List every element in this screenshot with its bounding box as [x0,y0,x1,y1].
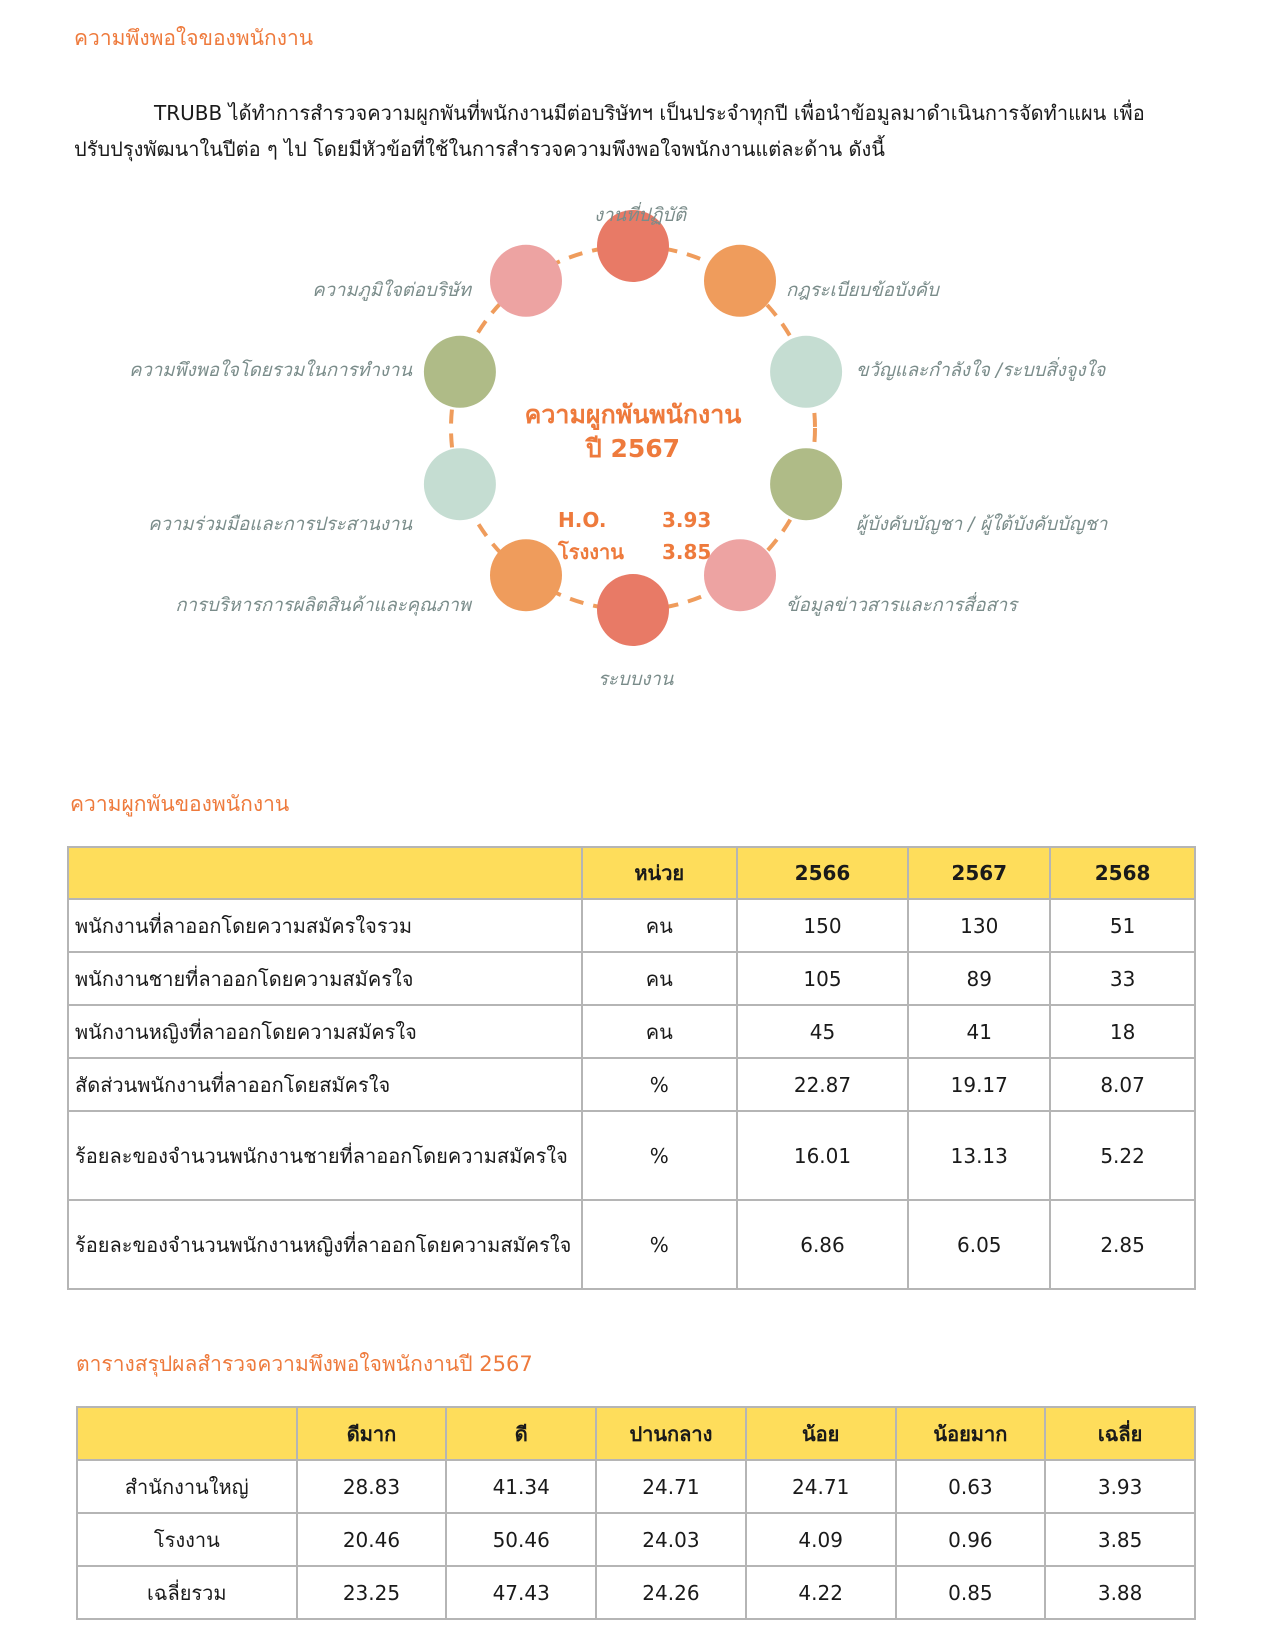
topic-circle [490,539,562,611]
topic-label-pride: ความภูมิใจต่อบริษัท [312,280,471,301]
cell-2566: 22.87 [737,1058,909,1111]
table-row [68,1200,1195,1289]
row-label: เฉลี่ยรวม [77,1566,297,1619]
cell-good: 41.34 [446,1460,596,1513]
topic-label-cooperation: ความร่วมมือและการประสานงาน [148,514,412,535]
topic-circle [424,336,496,408]
cell-very-good: 28.83 [297,1460,447,1513]
center-title [525,398,742,466]
table-row [68,952,1195,1005]
cell-2567: 41 [908,1005,1050,1058]
topic-circle [597,574,669,646]
cell-2568: 8.07 [1050,1058,1195,1111]
row-label: สัดส่วนพนักงานที่ลาออกโดยสมัครใจ [68,1058,582,1111]
cell-low: 4.09 [746,1513,896,1566]
cell-2566: 45 [737,1005,909,1058]
topic-circle [770,448,842,520]
row-label: พนักงานชายที่ลาออกโดยความสมัครใจ [68,952,582,1005]
cell-unit: คน [582,899,737,952]
topic-label-rules: กฎระเบียบข้อบังคับ [786,280,939,301]
turnover-table [67,846,1196,1290]
intro-text: TRUBB ได้ทำการสำรวจความผูกพันที่พนักงานมีต่อบริษัทฯ เป็นประจำทุกปี เพื่อนำข้อมูลมาดำเนินการจัดทำแผน เพื่อปรับปรุงพัฒนาในปีต่อ ๆ ไป โดยมีหัวข้อที่ใช้ในการสำรวจความพึงพอใจพนักงานแต่ละด้าน ดังนี้ [74,101,1145,161]
cell-low: 24.71 [746,1460,896,1513]
topic-label-work: งานที่ปฏิบัติ [594,205,687,226]
header-unit: หน่วย [582,847,737,899]
row-label: ร้อยละของจำนวนพนักงานชายที่ลาออกโดยความสมัครใจ [68,1111,582,1200]
topic-label-communication: ข้อมูลข่าวสารและการสื่อสาร [786,595,1018,616]
cell-2567: 13.13 [908,1111,1050,1200]
cell-2568: 33 [1050,952,1195,1005]
cell-2566: 150 [737,899,909,952]
header-blank [77,1407,297,1460]
turnover-header-row [68,847,1195,899]
center-title-line2: ปี 2567 [585,434,681,463]
cell-average: 3.88 [1045,1566,1195,1619]
score-values [662,504,711,568]
cell-moderate: 24.71 [596,1460,746,1513]
table-row [77,1460,1195,1513]
row-label: พนักงานหญิงที่ลาออกโดยความสมัครใจ [68,1005,582,1058]
survey-summary-table [76,1406,1196,1620]
topic-circle [490,245,562,317]
section-title-engagement: ความผูกพันของพนักงาน [70,792,290,816]
topic-label-supervisor: ผู้บังคับบัญชา / ผู้ใต้บังคับบัญชา [856,514,1108,535]
cell-2567: 19.17 [908,1058,1050,1111]
row-label: ร้อยละของจำนวนพนักงานหญิงที่ลาออกโดยความสมัครใจ [68,1200,582,1289]
table-row [68,1005,1195,1058]
cell-unit: % [582,1111,737,1200]
cell-low: 4.22 [746,1566,896,1619]
header-2566: 2566 [737,847,909,899]
topic-label-overall: ความพึงพอใจโดยรวมในการทำงาน [129,360,412,381]
cell-very-low: 0.96 [896,1513,1046,1566]
cell-2568: 5.22 [1050,1111,1195,1200]
header-2567: 2567 [908,847,1050,899]
score-labels [558,504,624,568]
score-ho-value: 3.93 [662,508,712,532]
cell-2567: 89 [908,952,1050,1005]
topic-label-system: ระบบงาน [598,669,674,690]
header-moderate: ปานกลาง [596,1407,746,1460]
cell-average: 3.93 [1045,1460,1195,1513]
cell-good: 50.46 [446,1513,596,1566]
header-very-good: ดีมาก [297,1407,447,1460]
topic-circle [424,448,496,520]
cell-very-good: 23.25 [297,1566,447,1619]
header-blank [68,847,582,899]
cell-moderate: 24.03 [596,1513,746,1566]
header-2568: 2568 [1050,847,1195,899]
topic-label-morale: ขวัญและกำลังใจ /ระบบสิ่งจูงใจ [856,360,1106,381]
header-very-low: น้อยมาก [896,1407,1046,1460]
header-good: ดี [446,1407,596,1460]
table-row [77,1513,1195,1566]
cell-very-low: 0.85 [896,1566,1046,1619]
cell-good: 47.43 [446,1566,596,1619]
engagement-topics-diagram [0,200,1264,730]
section-title-satisfaction: ความพึงพอใจของพนักงาน [74,26,314,50]
cell-2568: 51 [1050,899,1195,952]
cell-unit: % [582,1200,737,1289]
row-label: สำนักงานใหญ่ [77,1460,297,1513]
row-label: โรงงาน [77,1513,297,1566]
cell-2568: 18 [1050,1005,1195,1058]
topic-circle [704,245,776,317]
cell-very-good: 20.46 [297,1513,447,1566]
table-row [77,1566,1195,1619]
score-ho-label: H.O. [558,508,607,532]
cell-2568: 2.85 [1050,1200,1195,1289]
cell-2567: 6.05 [908,1200,1050,1289]
row-label: พนักงานที่ลาออกโดยความสมัครใจรวม [68,899,582,952]
cell-2566: 16.01 [737,1111,909,1200]
intro-paragraph [74,95,1174,167]
table-row [68,899,1195,952]
header-average: เฉลี่ย [1045,1407,1195,1460]
score-factory-value: 3.85 [662,540,712,564]
cell-unit: % [582,1058,737,1111]
cell-very-low: 0.63 [896,1460,1046,1513]
section-title-survey-summary: ตารางสรุปผลสำรวจความพึงพอใจพนักงานปี 2567 [76,1352,533,1376]
score-factory-label: โรงงาน [558,540,624,564]
cell-2566: 105 [737,952,909,1005]
cell-2567: 130 [908,899,1050,952]
cell-2566: 6.86 [737,1200,909,1289]
cell-average: 3.85 [1045,1513,1195,1566]
summary-header-row [77,1407,1195,1460]
table-row [68,1058,1195,1111]
table-row [68,1111,1195,1200]
cell-moderate: 24.26 [596,1566,746,1619]
topic-circle [770,336,842,408]
topic-label-production: การบริหารการผลิตสินค้าและคุณภาพ [175,595,471,616]
cell-unit: คน [582,952,737,1005]
cell-unit: คน [582,1005,737,1058]
center-title-line1: ความผูกพันพนักงาน [524,400,742,429]
topic-circle [704,539,776,611]
header-low: น้อย [746,1407,896,1460]
